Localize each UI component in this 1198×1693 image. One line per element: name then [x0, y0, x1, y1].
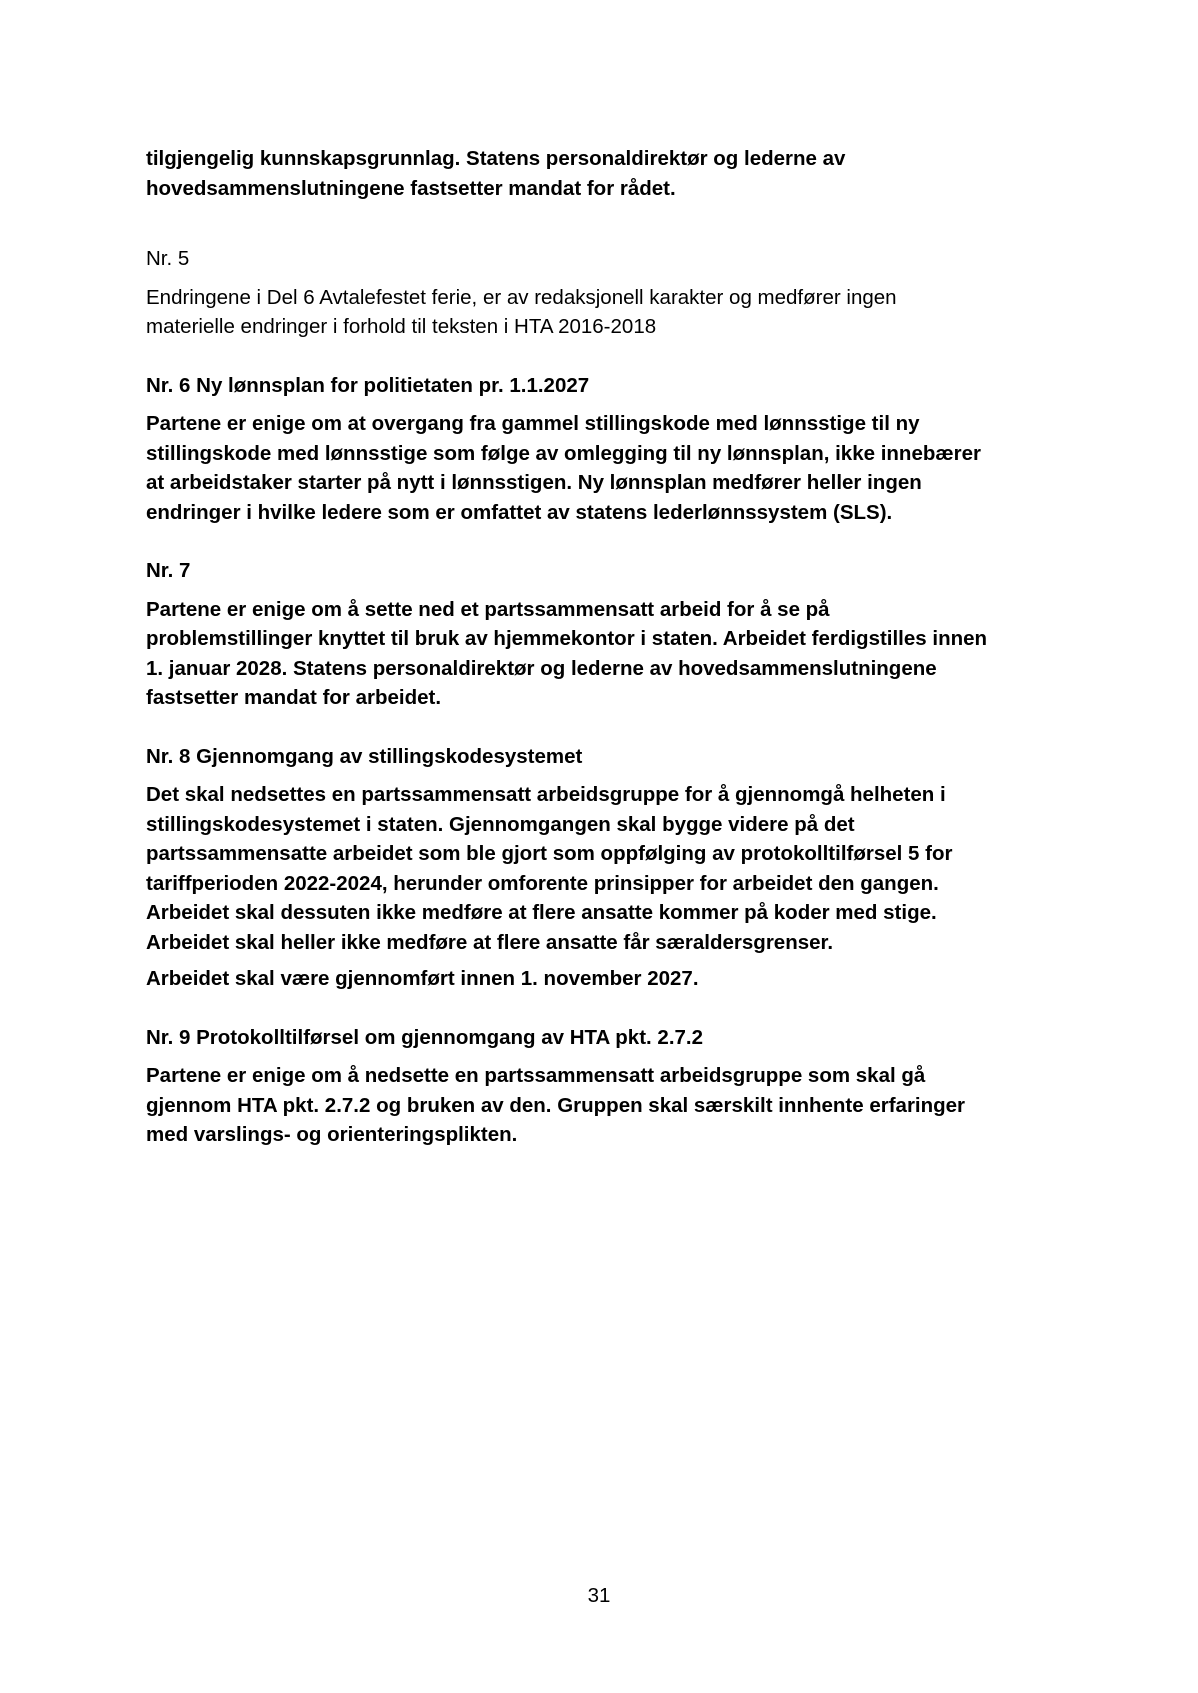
section-body-nr9: Partene er enige om å nedsette en partssammensatt arbeidsgruppe som skal gå gjennom HTA pkt. 2.7.2 og bruken av den. Gruppen skal særskilt innhente erfaringer med varslings- og orienteringsplikten.	[146, 1064, 966, 1146]
section-heading-nr7: Nr. 7	[146, 559, 191, 582]
section-body-nr5: Endringene i Del 6 Avtalefestet ferie, er av redaksjonell karakter og medfører ingen materielle endringer i forhold til teksten i HTA 2016-2018	[146, 285, 897, 338]
document-page	[146, 144, 1066, 1150]
section-heading-nr6: Nr. 6 Ny lønnsplan for politietaten pr. 1.1.2027	[146, 373, 590, 397]
section-heading-nr9: Nr. 9 Protokolltilførsel om gjennomgang av HTA pkt. 2.7.2	[146, 1025, 704, 1049]
section-extra-nr8: Arbeidet skal være gjennomført innen 1. november 2027.	[146, 967, 699, 990]
section-body-nr6: Partene er enige om at overgang fra gammel stillingskode med lønnsstige til ny stillingskode med lønnsstige som følge av omlegging til ny lønnsplan, ikke innebærer at arbeidstaker starter på nytt i lønnsstigen. Ny lønnsplan medfører heller ingen endringer i hvilke ledere som er omfattet av statens lederlønnssystem (SLS).	[146, 412, 981, 524]
section-heading-nr8: Nr. 8 Gjennomgang av stillingskodesystemet	[146, 744, 583, 768]
intro-paragraph: tilgjengelig kunnskapsgrunnlag. Statens personaldirektør og lederne av hovedsammenslutningene fastsetter mandat for rådet.	[146, 147, 846, 200]
page-number: 31	[587, 1584, 611, 1607]
section-heading-nr5: Nr. 5	[146, 247, 190, 270]
section-body-nr7: Partene er enige om å sette ned et partssammensatt arbeid for å se på problemstillinger knyttet til bruk av hjemmekontor i staten. Arbeidet ferdigstilles innen 1. januar 2028. Statens personaldirektør og lederne av hovedsammenslutningene fastsetter mandat for arbeidet.	[146, 597, 988, 709]
section-body-nr8: Det skal nedsettes en partssammensatt arbeidsgruppe for å gjennomgå helheten i stillingskodesystemet i staten. Gjennomgangen skal bygge videre på det partssammensatte arbeidet som ble gjort som oppfølging av protokolltilførsel 5 for tariffperioden 2022-2024, herunder omforente prinsipper for arbeidet den gangen. Arbeidet skal dessuten ikke medføre at flere ansatte kommer på koder med stige. Arbeidet skal heller ikke medføre at flere ansatte får særaldersgrenser.	[146, 783, 953, 954]
